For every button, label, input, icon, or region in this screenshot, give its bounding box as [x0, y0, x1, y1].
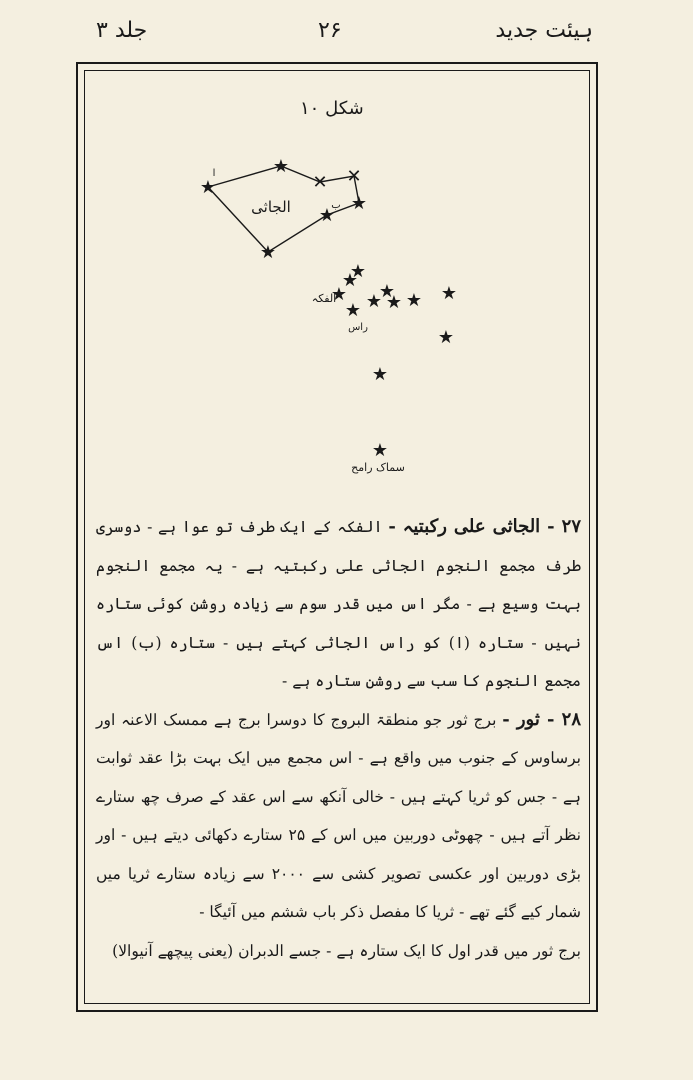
star-marker: ★ — [344, 300, 362, 321]
label-sima: سماک رامح — [351, 461, 405, 474]
label-alfakka: الفکہ — [311, 292, 337, 305]
volume-label: جلد ۳ — [96, 18, 148, 43]
figure-title: شکل ۱۰ — [300, 98, 364, 119]
star-marker: ★ — [259, 242, 277, 263]
star-marker: ✕ — [312, 172, 328, 193]
constellation-figure — [84, 130, 590, 490]
label-a: ا — [212, 168, 216, 179]
star-marker: ★ — [365, 291, 383, 312]
star-marker: ★ — [349, 261, 367, 282]
paragraph-continuation — [96, 932, 581, 971]
star-marker: ★ — [272, 156, 290, 177]
star-marker: ★ — [385, 292, 403, 313]
figure-labels — [213, 168, 405, 474]
body-text — [96, 508, 581, 970]
page-header — [0, 14, 693, 54]
paragraph-28 — [96, 701, 581, 932]
paragraph-text: الفکہ کے ایک طرف تو عوا ہے - دوسری طرف مجمع النجوم الجاثی علی رکبتیہ ہے - یہ مجمع النجوم بہت وسیع ہے - مگر اس میں قدر سوم سے زیادہ روشن کوئی ستارہ نہیں - ستارہ (ا) کو راس الجاثی کہتے ہیں - ستارہ (ب) اس مجمع النجوم کا سب سے روشن ستارہ ہے - — [96, 518, 581, 690]
constellation-stars — [200, 156, 457, 461]
paragraph-text: برج ثور جو منطقۃ البروج کا دوسرا برج ہے ممسک الاعنہ اور برساوس کے جنوب میں واقع ہے - اس مجمع میں ایک بہت بڑا عقد ثوابت ہے - جس کو ثریا کہتے ہیں - خالی آنکھ سے اس عقد کے صرف چھ ستارے نظر آتے ہیں - چھوٹی دوربین میں اس کے ۲۵ ستارے دکھائی دیتے ہیں - اور بڑی دوربین اور عکسی تصویر کشی سے ۲۰۰۰ سے زیادہ ستارے ثریا میں شمار کیے گئے تھے - ثریا کا مفصل ذکر باب ششم میں آئیگا - — [96, 710, 581, 921]
star-marker: ✕ — [346, 166, 362, 187]
label-ras: راس — [348, 322, 368, 333]
page-number: ۲۶ — [318, 18, 342, 43]
star-marker: ★ — [371, 440, 389, 461]
paragraph-27 — [96, 508, 581, 701]
star-marker: ★ — [350, 193, 368, 214]
star-marker: ★ — [199, 177, 217, 198]
section-heading: ۲۷ - الجاثی علی رکبتیہ - — [388, 516, 581, 537]
star-marker: ★ — [378, 281, 396, 302]
star-marker: ★ — [341, 270, 359, 291]
star-marker: ★ — [440, 283, 458, 304]
star-marker: ★ — [371, 364, 389, 385]
star-marker: ★ — [330, 284, 348, 305]
star-marker: ★ — [437, 327, 455, 348]
book-title: ہیئت جدید — [495, 18, 593, 43]
star-marker: ★ — [405, 290, 423, 311]
section-heading: ۲۸ - ثور - — [502, 708, 581, 730]
label-aljathi: الجاثی — [251, 198, 291, 216]
star-marker: ★ — [318, 205, 336, 226]
label-b: ب — [331, 200, 341, 211]
paragraph-text: برج ثور میں قدر اول کا ایک ستارہ ہے - جسے الدبران (یعنی پیچھے آنیوالا) — [112, 941, 581, 960]
